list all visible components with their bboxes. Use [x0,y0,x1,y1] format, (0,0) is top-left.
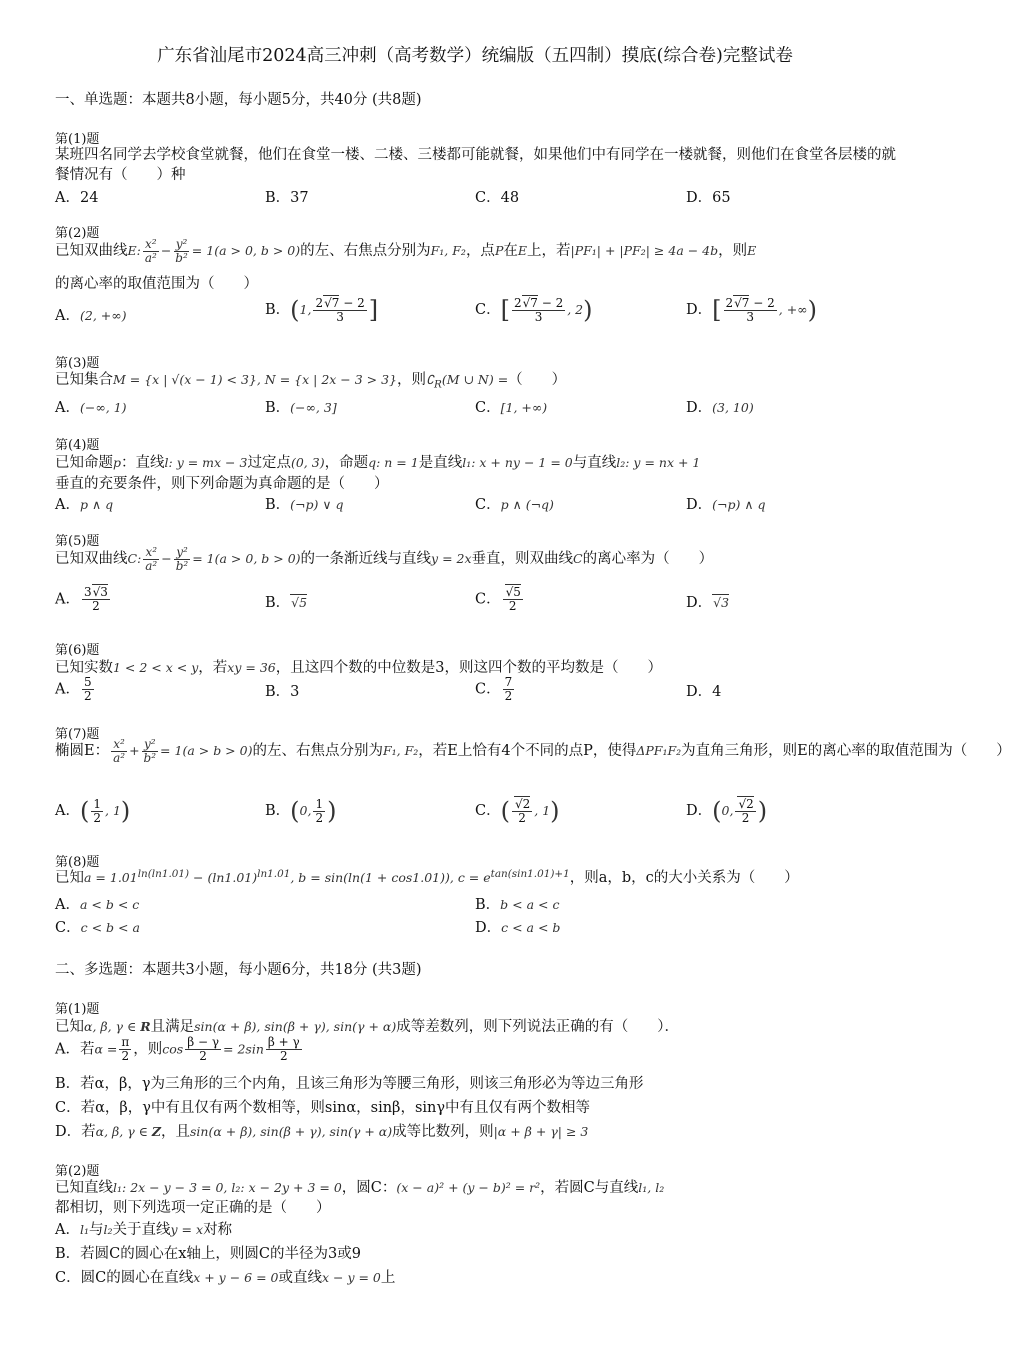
q3-option-b: B．(−∞, 3] [265,400,337,416]
m2-option-b: B．若圆C的圆心在x轴上，则圆C的半径为3或9 [55,1246,361,1262]
q7-stem-line1: 椭圆E： $\frac{\text{x²}}{\text{a²}}$ + $\frac{\text{y²}}{\text{b²}}$ = 1(a > b > 0)的左、右焦点分别为F₁, F₂，若E上恰有4个不同的点P，使得ΔPF₁F₂为直角三角形，则E的离心率的取值范围为（ ） [55,737,1011,765]
m2-number: 第(2)题 [55,1164,100,1179]
q6-option-c: C． $\frac{7}{2}$ [475,675,513,703]
m1-stem: 已知α, β, γ ∈ R且满足sin(α + β), sin(β + γ), sin(γ + α)成等差数列，则下列说法正确的有（ ）． [55,1019,679,1035]
q5-stem: 已知双曲线C: $\frac{\text{x²}}{\text{a²}}$ − $\frac{\text{y²}}{\text{b²}}$ = 1(a > 0, b > 0)的一条渐近线与直线y = 2x垂直，则双曲线C的离心率为（ ） [55,545,714,573]
q2-stem-line1: 已知双曲线E: $\frac{\text{x²}}{\text{a²}}$ − $\frac{\text{y²}}{\text{b²}}$ = 1(a > 0, b > 0)的左、右焦点分别为F₁, F₂，点P在E上，若|PF₁| + |PF₂| ≥ 4a − 4b，则E [55,237,757,265]
m2-stem-line2: 都相切，则下列选项一定正确的是（ ） [55,1200,331,1216]
q2-option-b: B．(1, $\frac{2√7 - 2}{3}$ ] [265,295,379,324]
q6-option-d: D．4 [686,684,722,700]
q2-number: 第(2)题 [55,226,100,241]
q2-stem-line2: 的离心率的取值范围为（ ） [55,276,258,292]
q8-option-b: B．b < a < c [475,897,560,913]
m2-option-a: A．l₁与l₂关于直线y = x对称 [55,1222,233,1238]
q4-option-b: B．(¬p) ∨ q [265,497,344,513]
q5-option-d: D．√3 [686,595,730,611]
q2-option-a: A．(2, +∞) [55,308,127,324]
q6-number: 第(6)题 [55,643,100,658]
q1-number: 第(1)题 [55,132,100,147]
exam-title: 广东省汕尾市2024高三冲刺（高考数学）统编版（五四制）摸底(综合卷)完整试卷 [157,46,793,66]
q1-option-a: A．24 [55,190,99,206]
q1-option-c: C．48 [475,190,520,206]
q5-number: 第(5)题 [55,534,100,549]
q2-option-d: D．[ $\frac{2√7 - 2}{3}$ , +∞) [686,295,817,324]
q7-option-a: A．( $\frac{1}{2}$ , 1) [55,796,131,825]
q7-number: 第(7)题 [55,727,100,742]
q8-number: 第(8)题 [55,855,100,870]
m2-option-c: C．圆C的圆心在直线x + y − 6 = 0或直线x − y = 0上 [55,1270,396,1286]
q7-option-b: B．(0, $\frac{1}{2}$ ) [265,796,337,825]
section-multi-choice: 二、多选题：本题共3小题，每小题6分，共18分 (共3题) [55,962,422,978]
q4-stem-line2: 垂直的充要条件，则下列命题为真命题的是（ ） [55,476,389,492]
m1-option-a: A．若α = $\frac{\pi}{2}$ ，则cos $\frac{\beta - \gamma}{2}$ = 2sin $\frac{\beta + \gamma}{2}$ [55,1035,300,1063]
q5-option-c: C． $\frac{√5}{2}$ [475,585,521,613]
q4-option-d: D．(¬p) ∧ q [686,497,766,513]
m1-option-c: C．若α，β，γ中有且仅有两个数相等，则sinα，sinβ，sinγ中有且仅有两个数相等 [55,1100,591,1116]
section-single-choice: 一、单选题：本题共8小题，每小题5分，共40分 (共8题) [55,92,422,108]
q3-option-c: C．[1, +∞) [475,400,548,416]
q8-stem: 已知$a = 1.01^{ln(ln1.01)} - (\ln 1.01)^{ln1.01}$, b = sin(ln(1 + cos1.01)), $c = e^{tan(sin1.01)+1}$，则a，b，c的大小关系为（ ） [55,867,799,886]
q7-option-d: D．(0, $\frac{√2}{2}$ ) [686,796,768,825]
m1-option-d: D．若α, β, γ ∈ Z，且sin(α + β), sin(β + γ), sin(γ + α)成等比数列，则|α + β + γ| ≥ 3 [55,1124,589,1140]
q3-number: 第(3)题 [55,356,100,371]
q3-stem: 已知集合M = {x | √(x − 1) < 3}, N = {x | 2x − 3 > 3}，则$∁_R(M$ ∪ N) =（ ） [55,372,567,391]
q6-stem: 已知实数1 < 2 < x < y，若xy = 36，且这四个数的中位数是3，则这四个数的平均数是（ ） [55,660,662,676]
q8-option-d: D．c < a < b [475,920,561,936]
q1-option-d: D．65 [686,190,731,206]
q8-option-c: C．c < b < a [55,920,140,936]
q5-option-b: B．√5 [265,595,308,611]
q6-option-b: B．3 [265,684,300,700]
q5-option-a: A． $\frac{3√3}{2}$ [55,585,108,613]
q4-option-c: C．p ∧ (¬q) [475,497,554,513]
q1-stem: 某班四名同学去学校食堂就餐，他们在食堂一楼、二楼、三楼都可能就餐，如果他们中有同学在一楼就餐，则他们在食堂各层楼的就餐情况有（ ）种 [55,147,896,183]
m1-option-b: B．若α，β，γ为三角形的三个内角，且该三角形为等腰三角形，则该三角形必为等边三角形 [55,1076,644,1092]
q8-option-a: A．a < b < c [55,897,140,913]
q4-number: 第(4)题 [55,438,100,453]
q3-option-d: D．(3, 10) [686,400,754,416]
q1-option-b: B．37 [265,190,309,206]
q3-option-a: A．(−∞, 1) [55,400,127,416]
m2-stem-line1: 已知直线l₁: 2x − y − 3 = 0, l₂: x − 2y + 3 = 0，圆C：(x − a)² + (y − b)² = r²，若圆C与直线l₁, l₂ [55,1180,665,1196]
q4-option-a: A．p ∧ q [55,497,114,513]
q4-stem-line1: 已知命题p：直线l: y = mx − 3过定点(0, 3)，命题q: n = 1是直线l₁: x + ny − 1 = 0与直线l₂: y = nx + 1 [55,455,701,471]
q7-option-c: C．( $\frac{√2}{2}$ , 1) [475,796,560,825]
m1-number: 第(1)题 [55,1002,100,1017]
q6-option-a: A． $\frac{5}{2}$ [55,675,92,703]
q2-option-c: C．[ $\frac{2√7 - 2}{3}$ , 2) [475,295,593,324]
